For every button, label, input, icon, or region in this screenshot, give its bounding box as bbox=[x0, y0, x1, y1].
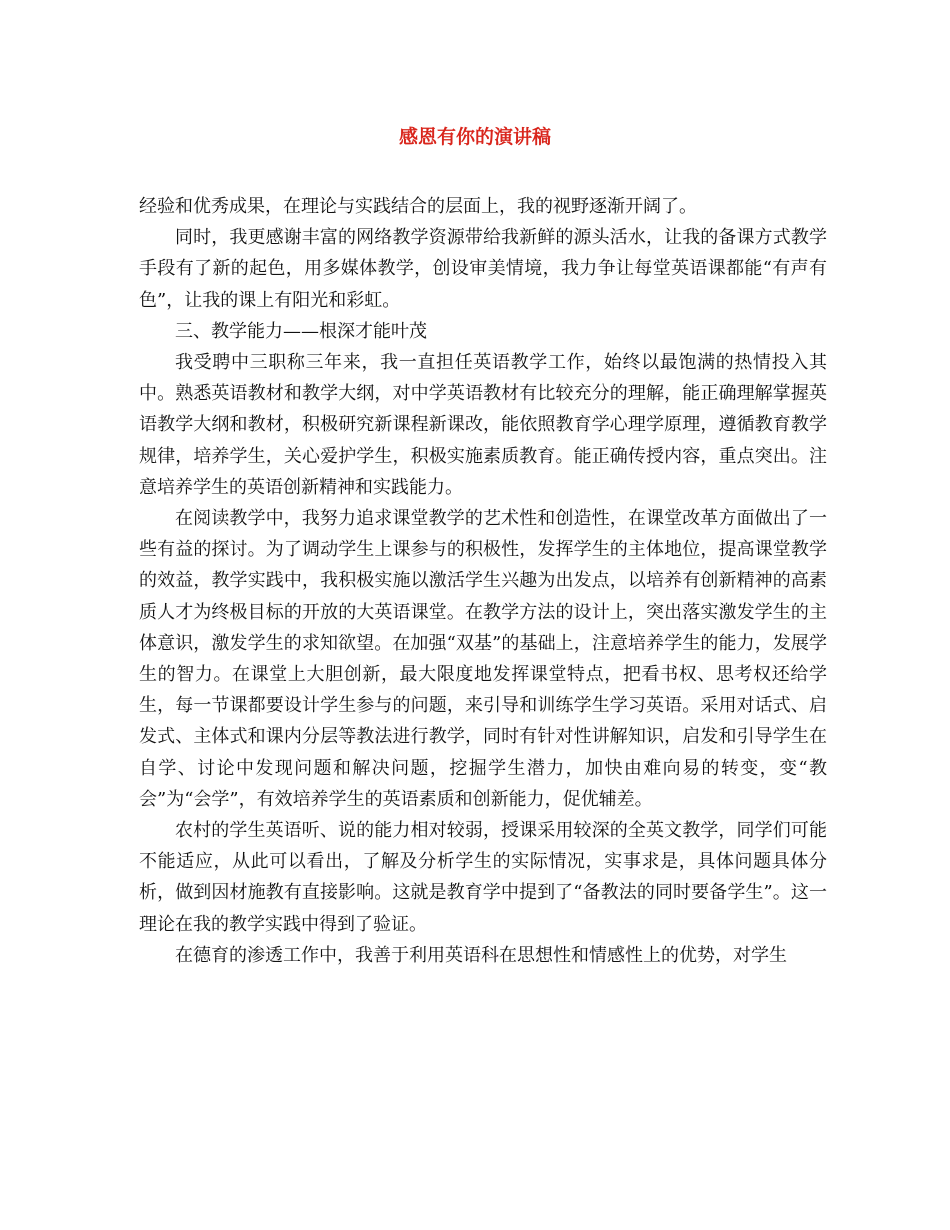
paragraph-reading-teaching: 在阅读教学中，我努力追求课堂教学的艺术性和创造性，在课堂改革方面做出了一些有益的探讨。为了调动学生上课参与的积极性，发挥学生的主体地位，提高课堂教学的效益，教学实践中，我积极实施以激活学生兴趣为出发点，以培养有创新精神的高素质人才为终极目标的开放的大英语课堂。在教学方法的设计上，突出落实激发学生的主体意识，激发学生的求知欲望。在加强“双基”的基础上，注意培养学生的能力，发展学生的智力。在课堂上大胆创新，最大限度地发挥课堂特点，把看书权、思考权还给学生，每一节课都要设计学生参与的问题，来引导和训练学生学习英语。采用对话式、启发式、主体式和课内分层等教法进行教学，同时有针对性讲解知识，启发和引导学生在自学、讨论中发现问题和解决问题，挖掘学生潜力，加快由难向易的转变，变“教会”为“会学”，有效培养学生的英语素质和创新能力，促优辅差。 bbox=[139, 508, 827, 810]
paragraph-rural-students: 农村的学生英语听、说的能力相对较弱，授课采用较深的全英文教学，同学们可能不能适应，从此可以看出，了解及分析学生的实际情况，实事求是，具体问题具体分析，做到因材施教有直接影响。这就是教育学中提到了“备教法的同时要备学生”。这一理论在我的教学实践中得到了验证。 bbox=[139, 820, 827, 935]
section-heading-teaching-ability: 三、教学能力——根深才能叶茂 bbox=[175, 320, 427, 342]
paragraph-moral-education: 在德育的渗透工作中，我善于利用英语科在思想性和情感性上的优势，对学生 bbox=[175, 944, 787, 966]
paragraph-english-teaching: 我受聘中三职称三年来，我一直担任英语教学工作，始终以最饱满的热情投入其中。熟悉英语教材和教学大纲，对中学英语教材有比较充分的理解，能正确理解掌握英语教学大纲和教材，积极研究新课程新课改，能依照教育学心理学原理，遵循教育教学规律，培养学生，关心爱护学生，积极实施素质教育。能正确传授内容，重点突出。注意培养学生的英语创新精神和实践能力。 bbox=[139, 352, 827, 498]
document-body bbox=[139, 191, 827, 971]
paragraph-continuation: 经验和优秀成果，在理论与实践结合的层面上，我的视野逐渐开阔了。 bbox=[139, 196, 697, 217]
document-title: 感恩有你的演讲稿 bbox=[398, 126, 551, 148]
paragraph-network-resources: 同时，我更感谢丰富的网络教学资源带给我新鲜的源头活水，让我的备课方式教学手段有了新的起色，用多媒体教学，创设审美情境，我力争让每堂英语课都能“有声有色”，让我的课上有阳光和彩虹。 bbox=[139, 227, 827, 311]
